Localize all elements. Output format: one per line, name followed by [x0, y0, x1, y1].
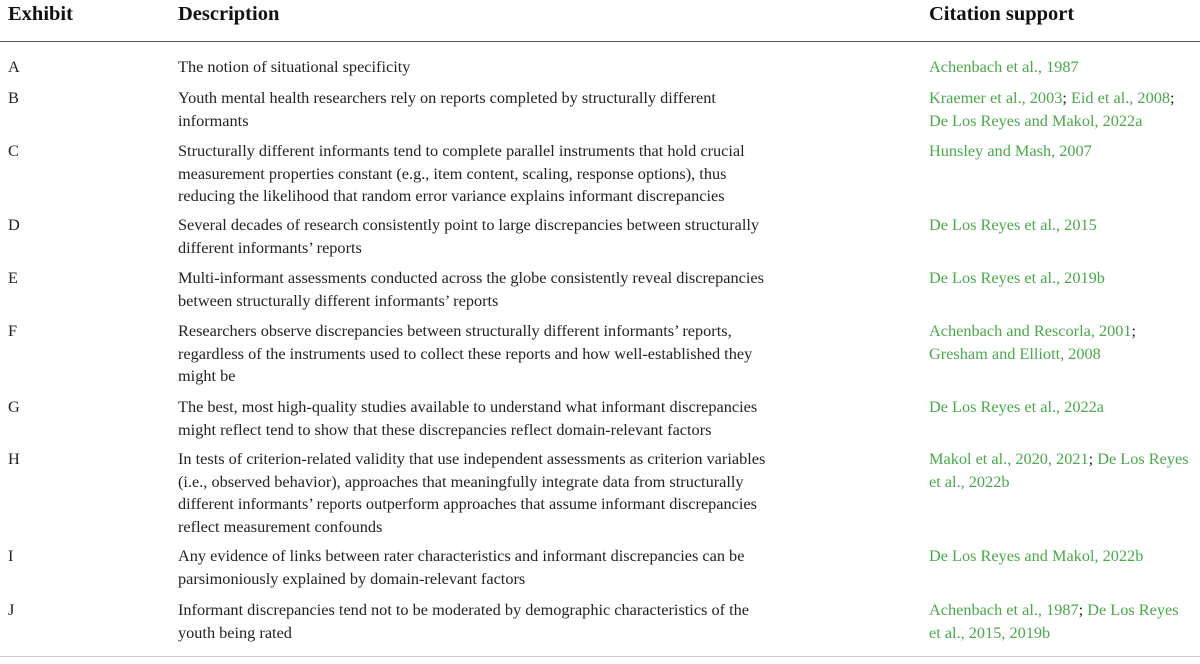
citation-separator: ;	[1078, 600, 1088, 619]
citation-cell	[929, 267, 1194, 290]
description-cell	[178, 87, 828, 132]
description-line: between structurally different informants’ reports	[178, 290, 499, 310]
citation-line	[929, 396, 1194, 419]
exhibit-cell: F	[8, 321, 18, 340]
citation-line	[929, 214, 1194, 237]
citation-separator: ;	[1088, 449, 1098, 468]
exhibit-cell: E	[8, 268, 18, 287]
exhibit-cell: A	[8, 57, 20, 76]
citation-cell	[929, 448, 1194, 493]
description-cell	[178, 214, 828, 259]
description-cell	[178, 140, 828, 208]
description-line: Any evidence of links between rater characteristics and informant discrepancies can be	[178, 546, 745, 565]
citation-link[interactable]: Achenbach et al., 1987	[929, 57, 1079, 76]
citation-link[interactable]: De Los Reyes	[1097, 449, 1189, 468]
exhibit-cell: J	[8, 600, 15, 619]
description-line: regardless of the instruments used to collect these reports and how well-established they	[178, 343, 753, 363]
citation-cell	[929, 214, 1194, 237]
citation-cell	[929, 545, 1194, 568]
citation-link[interactable]: Gresham and Elliott, 2008	[929, 343, 1101, 363]
description-cell	[178, 56, 828, 79]
description-line: Structurally different informants tend to complete parallel instruments that hold crucial	[178, 141, 745, 160]
citation-line	[929, 471, 1194, 494]
citation-cell	[929, 56, 1194, 79]
table-header	[0, 0, 1200, 42]
description-cell	[178, 396, 828, 441]
description-cell	[178, 267, 828, 312]
citation-link[interactable]: Kraemer et al., 2003	[929, 88, 1063, 107]
exhibit-cell: D	[8, 215, 20, 234]
exhibit-cell: H	[8, 449, 20, 468]
header-exhibit: Exhibit	[8, 3, 73, 25]
exhibit-cell: G	[8, 397, 20, 416]
citation-line	[929, 267, 1194, 290]
citation-line	[929, 56, 1194, 79]
citation-line	[929, 140, 1194, 163]
citation-link[interactable]: De Los Reyes et al., 2019b	[929, 268, 1105, 287]
description-line: different informants’ reports	[178, 237, 362, 257]
citation-line	[929, 343, 1194, 366]
citation-cell	[929, 140, 1194, 163]
description-line: informants	[178, 110, 249, 130]
header-description: Description	[178, 3, 280, 25]
exhibit-cell: B	[8, 88, 19, 107]
citation-link[interactable]: De Los Reyes et al., 2015	[929, 215, 1097, 234]
citation-link[interactable]: Makol et al., 2020, 2021	[929, 449, 1089, 468]
description-cell	[178, 599, 828, 644]
description-cell	[178, 545, 828, 590]
description-line: parsimoniously explained by domain-relevant factors	[178, 568, 526, 588]
description-cell	[178, 448, 828, 538]
citation-separator: ;	[1170, 88, 1175, 107]
description-line: youth being rated	[178, 622, 292, 642]
citation-cell	[929, 87, 1194, 132]
citation-line	[929, 599, 1194, 622]
citation-line	[929, 448, 1194, 471]
citation-separator: ;	[1062, 88, 1071, 107]
exhibit-cell: I	[8, 546, 14, 565]
citation-cell	[929, 396, 1194, 419]
citation-line	[929, 110, 1194, 133]
description-line: Informant discrepancies tend not to be moderated by demographic characteristics of the	[178, 600, 749, 619]
description-line: Youth mental health researchers rely on reports completed by structurally different	[178, 88, 716, 107]
description-line: might reflect tend to show that these discrepancies reflect domain-relevant factors	[178, 419, 712, 439]
citation-link[interactable]: et al., 2015, 2019b	[929, 622, 1051, 642]
citation-link[interactable]: Achenbach et al., 1987	[929, 600, 1079, 619]
description-line: The notion of situational specificity	[178, 57, 411, 76]
description-line: measurement properties constant (e.g., item content, scaling, response options), thus	[178, 163, 727, 183]
citation-line	[929, 87, 1194, 110]
description-line: In tests of criterion-related validity that use independent assessments as criterion variables	[178, 449, 766, 468]
exhibit-cell: C	[8, 141, 19, 160]
citation-cell	[929, 599, 1194, 644]
description-line: reducing the likelihood that random error variance explains informant discrepancies	[178, 186, 725, 205]
description-line: different informants’ reports outperform approaches that assume informant discrepancies	[178, 494, 757, 513]
description-line: reflect measurement confounds	[178, 516, 383, 536]
citation-line	[929, 622, 1194, 645]
description-line: The best, most high-quality studies available to understand what informant discrepancies	[178, 397, 758, 416]
citation-line	[929, 545, 1194, 568]
description-line: Researchers observe discrepancies between structurally different informants’ reports,	[178, 321, 732, 340]
table-bottom-rule	[0, 656, 1200, 657]
description-line: Multi-informant assessments conducted across the globe consistently reveal discrepancies	[178, 268, 764, 287]
description-line: might be	[178, 366, 236, 385]
citation-link[interactable]: Eid et al., 2008	[1070, 88, 1170, 107]
description-line: (i.e., observed behavior), approaches that meaningfully integrate data from structurally	[178, 471, 744, 491]
description-cell	[178, 320, 828, 388]
citation-cell	[929, 320, 1194, 365]
header-citation-support: Citation support	[929, 3, 1075, 25]
citation-line	[929, 320, 1194, 343]
citation-link[interactable]: De Los Reyes et al., 2022a	[929, 397, 1104, 416]
description-line: Several decades of research consistently point to large discrepancies between structurally	[178, 215, 760, 234]
citation-link[interactable]: Hunsley and Mash, 2007	[929, 141, 1092, 160]
citation-link[interactable]: Achenbach and Rescorla, 2001	[929, 321, 1132, 340]
citation-separator: ;	[1131, 321, 1137, 340]
citation-link[interactable]: et al., 2022b	[929, 471, 1010, 491]
citation-link[interactable]: De Los Reyes and Makol, 2022a	[929, 110, 1143, 130]
citation-link[interactable]: De Los Reyes and Makol, 2022b	[929, 546, 1144, 565]
citation-link[interactable]: De Los Reyes	[1087, 600, 1179, 619]
